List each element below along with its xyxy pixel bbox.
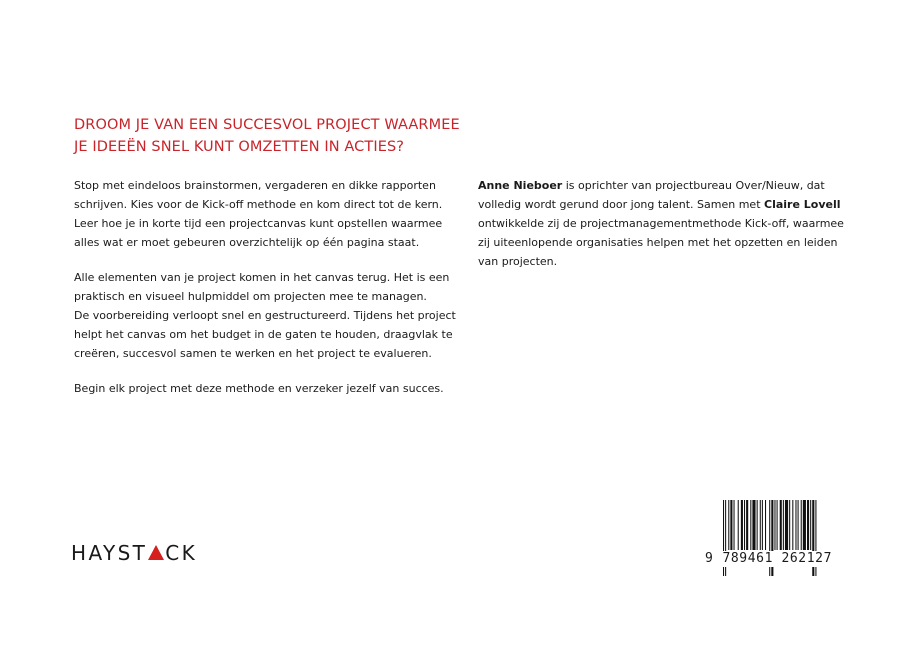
author-name-1: Anne Nieboer bbox=[478, 179, 563, 192]
barcode-bar bbox=[741, 500, 743, 550]
description-column bbox=[74, 176, 474, 414]
text-line: Begin elk project met deze methode en verzeker jezelf van succes. bbox=[74, 382, 444, 395]
barcode-bar bbox=[807, 500, 809, 550]
text-line: zij uiteenlopende organisaties helpen met het opzetten en leiden bbox=[478, 236, 838, 249]
barcode-bar bbox=[730, 500, 732, 550]
text-line bbox=[478, 176, 858, 195]
barcode-bar bbox=[789, 500, 790, 550]
text-line: schrijven. Kies voor de Kick-off methode en kom direct tot de kern. bbox=[74, 198, 443, 211]
barcode-bar bbox=[746, 500, 748, 550]
isbn-first-digit: 9 bbox=[705, 551, 714, 566]
author-bio-column bbox=[478, 176, 858, 287]
bio-text: is oprichter van projectbureau Over/Nieuw, dat bbox=[562, 179, 825, 192]
barcode-bar bbox=[734, 500, 735, 550]
bio-text: volledig wordt gerund door jong talent. Samen met bbox=[478, 198, 764, 211]
description-paragraph-3 bbox=[74, 379, 474, 398]
text-line: alles wat er moet gebeuren overzichtelijk op één pagina staat. bbox=[74, 236, 420, 249]
barcode-bar bbox=[801, 500, 802, 550]
logo-text-start: HAYST bbox=[71, 541, 148, 565]
text-line: creëren, succesvol samen te werken en het project te evalueren. bbox=[74, 347, 432, 360]
barcode-bar bbox=[774, 500, 775, 550]
isbn-group-2: 262127 bbox=[781, 551, 832, 566]
barcode-bar bbox=[785, 500, 788, 550]
author-name-2: Claire Lovell bbox=[764, 198, 841, 211]
headline-line-2: JE IDEEËN SNEL KUNT OMZETTEN IN ACTIES? bbox=[74, 139, 405, 155]
barcode-bar bbox=[798, 500, 799, 550]
isbn-group-1: 789461 bbox=[722, 551, 773, 566]
text-line: ontwikkelde zij de projectmanagementmethode Kick-off, waarmee bbox=[478, 217, 844, 230]
barcode-bar bbox=[757, 500, 758, 550]
author-bio bbox=[478, 176, 858, 271]
text-line: helpt het canvas om het budget in de gaten te houden, draagvlak te bbox=[74, 328, 453, 341]
barcode-bar bbox=[777, 500, 778, 550]
text-line: Leer hoe je in korte tijd een projectcanvas kunt opstellen waarmee bbox=[74, 217, 443, 230]
logo-text-end: CK bbox=[165, 541, 198, 565]
barcode-bar bbox=[783, 500, 784, 550]
barcode-bar bbox=[760, 500, 761, 550]
barcode-bar bbox=[728, 500, 729, 550]
barcode-bar bbox=[765, 500, 766, 550]
barcode-bar bbox=[752, 500, 755, 550]
description-paragraph-2 bbox=[74, 268, 474, 363]
barcode-bar bbox=[750, 500, 751, 550]
publisher-logo bbox=[71, 541, 197, 565]
text-line: van projecten. bbox=[478, 255, 558, 268]
barcode-bar bbox=[795, 500, 796, 550]
barcode-bar bbox=[744, 500, 745, 550]
text-line: praktisch en visueel hulpmiddel om projecten mee te managen. bbox=[74, 290, 427, 303]
text-line: Stop met eindeloos brainstormen, vergaderen en dikke rapporten bbox=[74, 179, 436, 192]
barcode-bar bbox=[803, 500, 806, 550]
headline-line-1: DROOM JE VAN EEN SUCCESVOL PROJECT WAARMEE bbox=[74, 117, 460, 133]
text-line: De voorbereiding verloopt snel en gestructureerd. Tijdens het project bbox=[74, 309, 456, 322]
text-line: Alle elementen van je project komen in het canvas terug. Het is een bbox=[74, 271, 450, 284]
isbn-number bbox=[705, 551, 865, 567]
barcode-bar bbox=[792, 500, 793, 550]
logo-triangle-icon bbox=[148, 545, 164, 560]
barcode-bar bbox=[762, 500, 763, 550]
description-paragraph-1 bbox=[74, 176, 474, 252]
headline bbox=[74, 114, 494, 158]
barcode-bar bbox=[738, 500, 739, 550]
barcode-bar bbox=[810, 500, 811, 550]
text-line bbox=[478, 195, 858, 214]
barcode-bar bbox=[780, 500, 782, 550]
